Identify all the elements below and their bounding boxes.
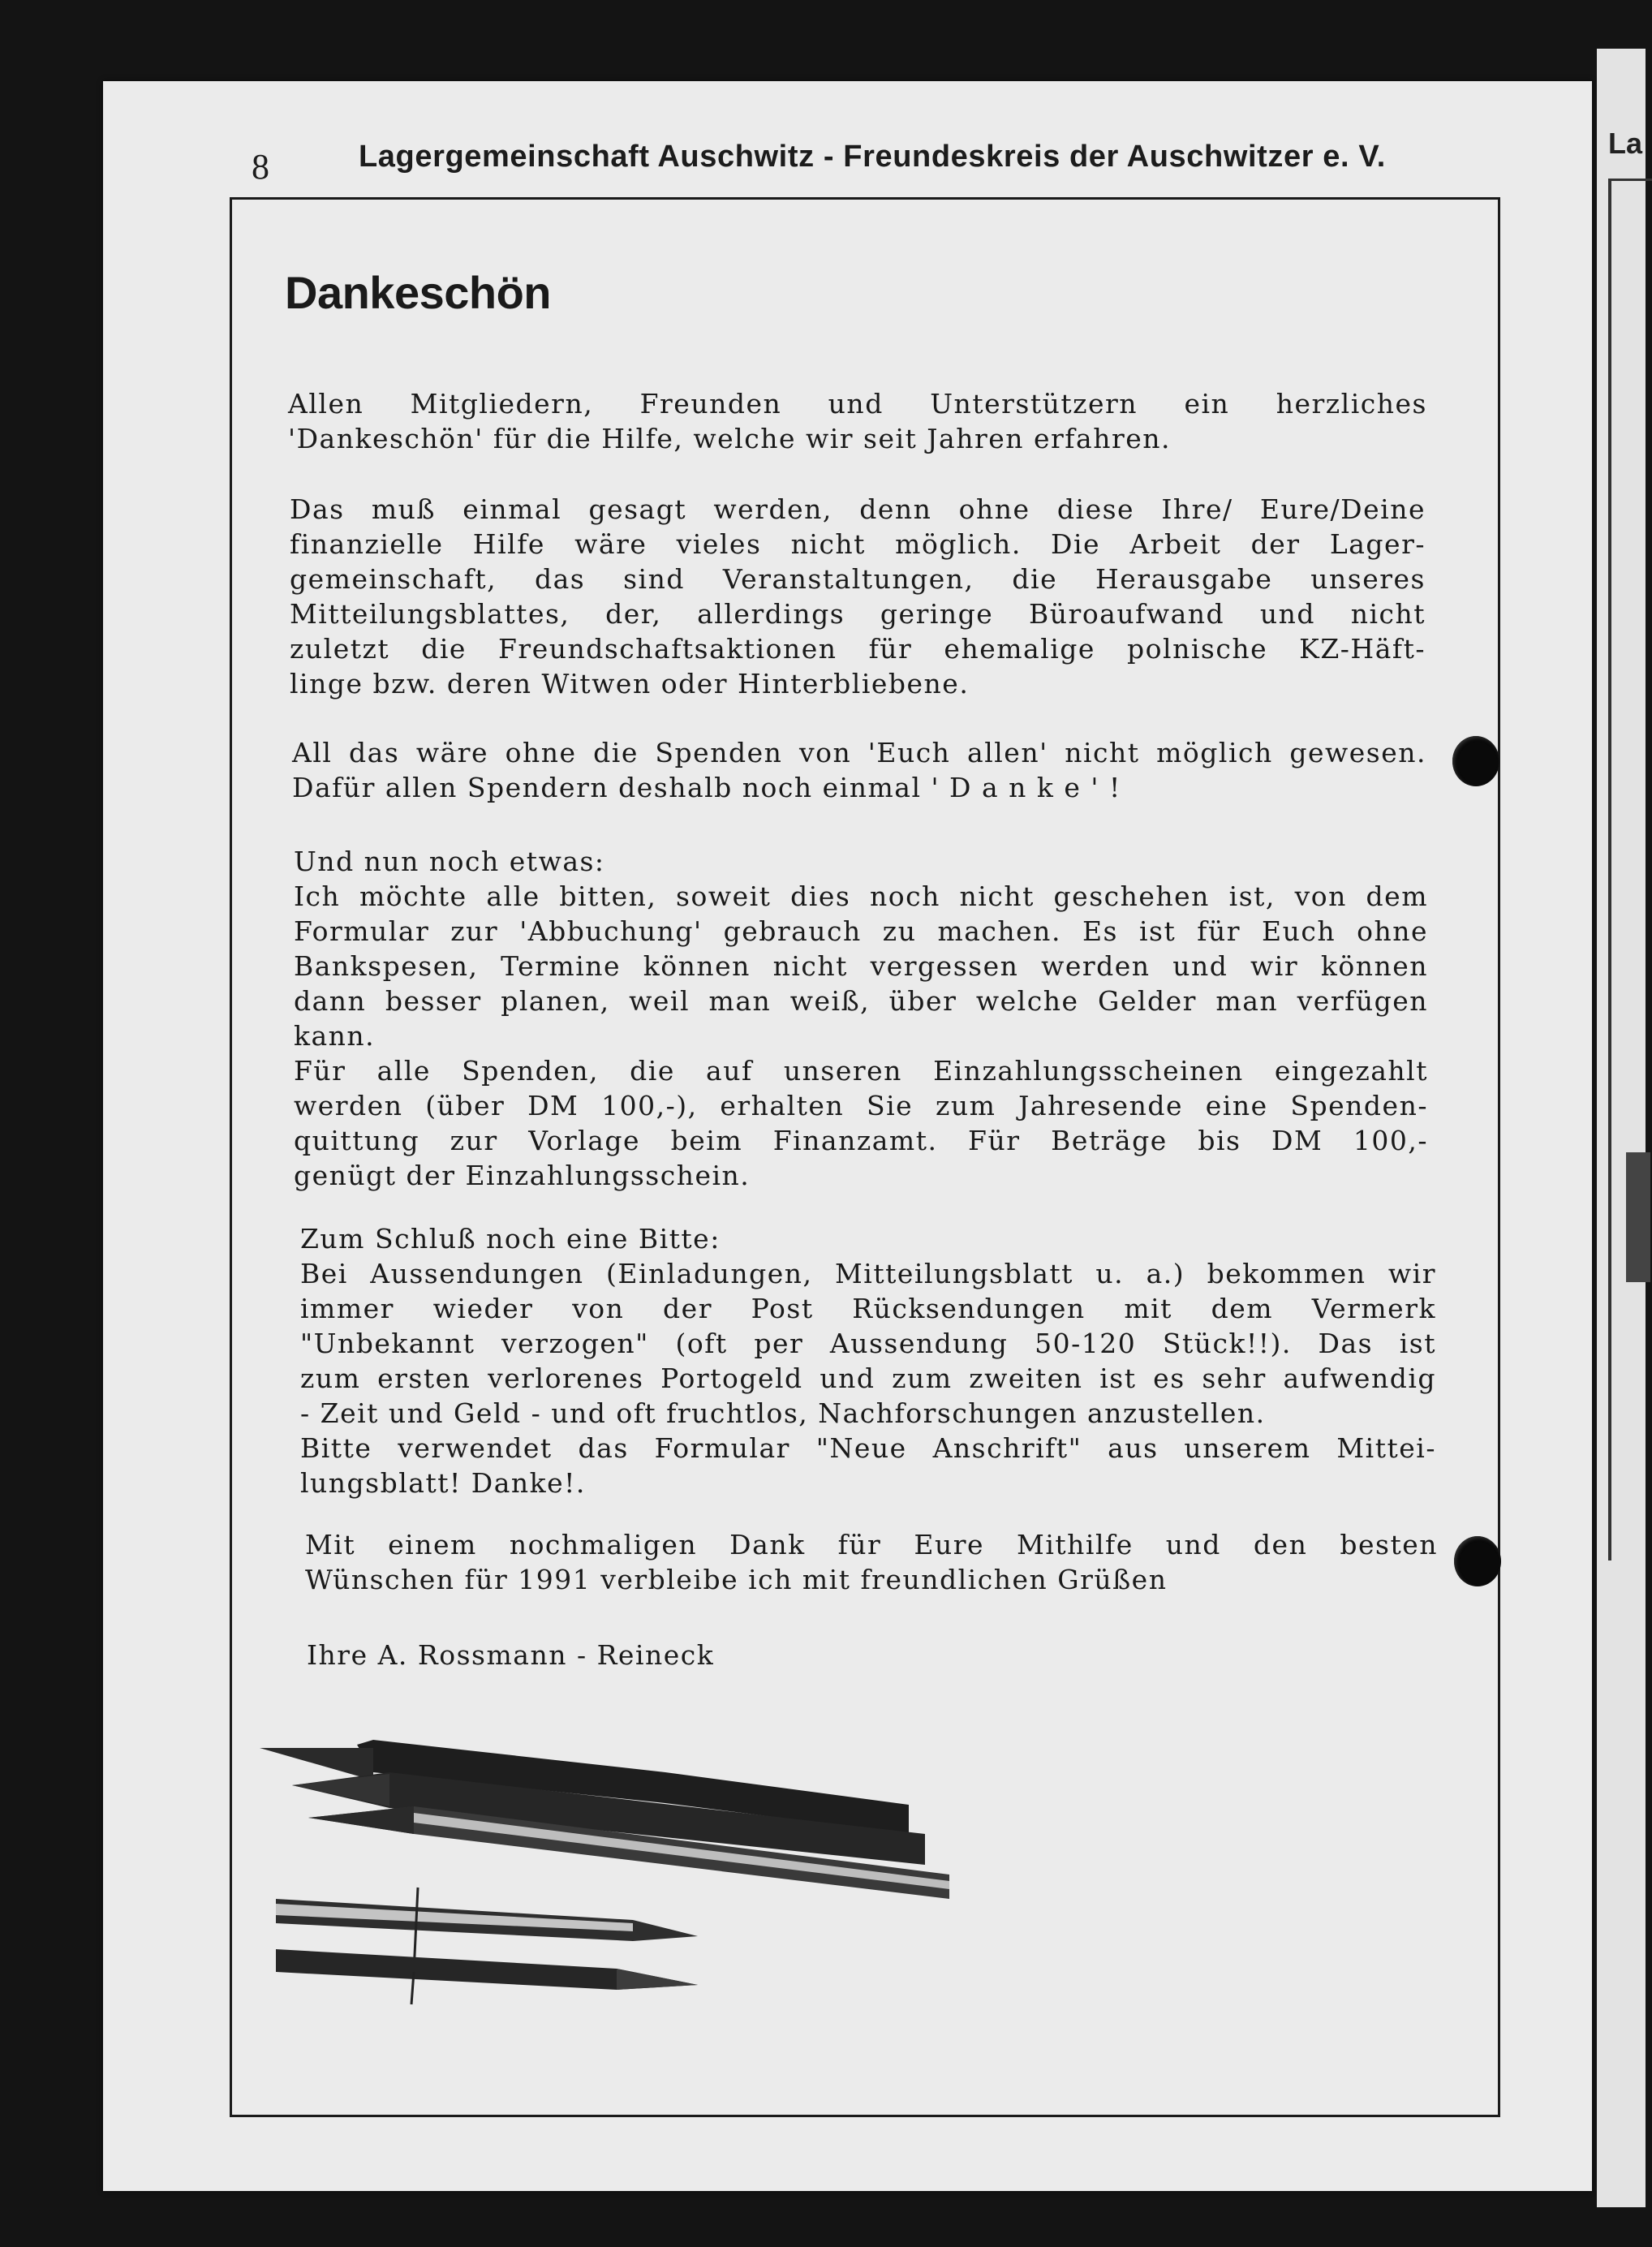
page-number: 8 [252, 147, 269, 187]
text-line: Ihre A. Rossmann - Reineck [307, 1639, 715, 1671]
facing-page-header: La [1608, 127, 1643, 160]
text-line: All das wäre ohne die Spenden von 'Euch allen' nicht möglich gewesen. [292, 737, 1426, 768]
paragraph-5 [300, 1221, 1436, 1500]
text-line: Allen Mitgliedern, Freunden und Unterstützern ein herzliches [288, 388, 1427, 420]
text-line: 'Dankeschön' für die Hilfe, welche wir seit Jahren erfahren. [288, 423, 1171, 454]
text-line: quittung zur Vorlage beim Finanzamt. Für Beträge bis DM 100,- [294, 1125, 1428, 1156]
text-line: Formular zur 'Abbuchung' gebrauch zu machen. Es ist für Euch ohne [294, 915, 1428, 947]
signature-line [307, 1638, 1037, 1672]
text-line: genügt der Einzahlungsschein. [294, 1160, 751, 1191]
text-line: dann besser planen, weil man weiß, über welche Gelder man verfügen [294, 985, 1428, 1017]
text-line: Wünschen für 1991 verbleibe ich mit freundlichen Grüßen [305, 1564, 1168, 1595]
facing-page-image-fragment [1626, 1152, 1650, 1282]
text-line: Zum Schluß noch eine Bitte: [300, 1223, 721, 1255]
pencils-illustration [260, 1728, 941, 2021]
paragraph-6 [305, 1527, 1438, 1597]
punch-hole-top [1452, 736, 1499, 786]
text-line: kann. [294, 1020, 376, 1052]
text-line: linge bzw. deren Witwen oder Hinterbliebene. [290, 668, 970, 699]
text-line: Bankspesen, Termine können nicht vergessen werden und wir können [294, 950, 1428, 982]
text-line: Bei Aussendungen (Einladungen, Mitteilungsblatt u. a.) bekommen wir [300, 1258, 1436, 1289]
facing-page-edge [1597, 49, 1646, 2207]
text-line: Und nun noch etwas: [294, 846, 605, 877]
paragraph-3 [292, 735, 1426, 805]
text-line: Bitte verwendet das Formular "Neue Anschrift" aus unserem Mittei- [300, 1432, 1436, 1464]
paragraph-4 [294, 844, 1428, 1193]
text-line: "Unbekannt verzogen" (oft per Aussendung 50-120 Stück!!). Das ist [300, 1328, 1436, 1359]
text-line: lungsblatt! Danke!. [300, 1467, 586, 1499]
text-line: Ich möchte alle bitten, soweit dies noch nicht geschehen ist, von dem [294, 880, 1428, 912]
text-line: Für alle Spenden, die auf unseren Einzahlungsscheinen eingezahlt [294, 1055, 1428, 1087]
text-line: immer wieder von der Post Rücksendungen mit dem Vermerk [300, 1293, 1436, 1324]
punch-hole-bottom [1454, 1536, 1501, 1586]
text-line: Dafür allen Spendern deshalb noch einmal ' D a n k e ' ! [292, 772, 1121, 803]
text-line: finanzielle Hilfe wäre vieles nicht möglich. Die Arbeit der Lager- [290, 528, 1426, 560]
text-line: zum ersten verlorenes Portogeld und zum zweiten ist es sehr aufwendig [300, 1362, 1436, 1394]
text-line: Mit einem nochmaligen Dank für Eure Mithilfe und den besten [305, 1529, 1438, 1560]
facing-page-frame [1608, 179, 1652, 1560]
text-line: gemeinschaft, das sind Veranstaltungen, die Herausgabe unseres [290, 563, 1426, 595]
paragraph-1 [288, 386, 1427, 456]
text-line: zuletzt die Freundschaftsaktionen für ehemalige polnische KZ-Häft- [290, 633, 1426, 665]
paragraph-2 [290, 492, 1426, 701]
text-line: Mitteilungsblattes, der, allerdings geringe Büroaufwand und nicht [290, 598, 1426, 630]
pencil-5 [276, 1949, 698, 2004]
text-line: - Zeit und Geld - und oft fruchtlos, Nachforschungen anzustellen. [300, 1397, 1266, 1429]
article-title: Dankeschön [285, 267, 551, 318]
text-line: Das muß einmal gesagt werden, denn ohne diese Ihre/ Eure/Deine [290, 493, 1426, 525]
page-header-title: Lagergemeinschaft Auschwitz - Freundeskreis der Auschwitzer e. V. [359, 140, 1386, 174]
text-line: werden (über DM 100,-), erhalten Sie zum Jahresende eine Spenden- [294, 1090, 1428, 1121]
